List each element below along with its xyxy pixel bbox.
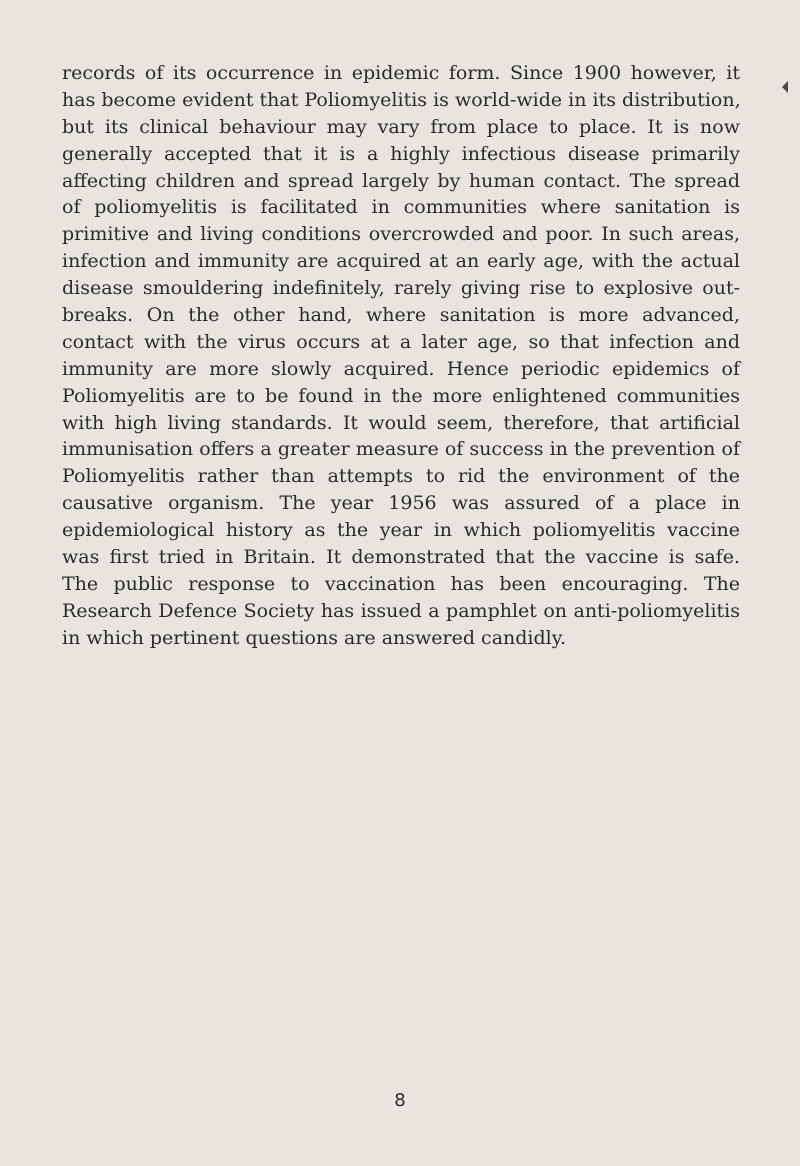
text-line: generally accepted that it is a highly infectious disease primarily — [62, 142, 740, 165]
edge-mark-icon — [782, 81, 788, 93]
text-line: infection and immunity are acquired at an early age, with the actual — [62, 250, 740, 273]
text-line: Poliomyelitis rather than attempts to rid the environment of the — [62, 465, 740, 488]
text-line: immunisation offers a greater measure of success in the prevention of — [62, 438, 740, 461]
text-line: primitive and living conditions overcrowded and poor. In such areas, — [62, 223, 740, 246]
text-line: causative organism. The year 1956 was assured of a place in — [62, 492, 740, 515]
text-line: epidemiological history as the year in which poliomyelitis vaccine — [62, 519, 740, 542]
text-line: contact with the virus occurs at a later age, so that infection and — [62, 330, 740, 353]
body-paragraph — [62, 60, 740, 652]
text-line: has become evident that Poliomyelitis is world-wide in its distribution, — [62, 88, 741, 111]
text-line: Poliomyelitis are to be found in the more enlightened communities — [62, 384, 740, 407]
text-line: but its clinical behaviour may vary from place to place. It is now — [62, 115, 740, 138]
text-line: of poliomyelitis is facilitated in communities where sanitation is — [62, 196, 740, 219]
text-line: disease smouldering indefinitely, rarely giving rise to explosive out- — [62, 277, 740, 300]
text-line: was first tried in Britain. It demonstrated that the vaccine is safe. — [62, 546, 740, 569]
text-line: Research Defence Society has issued a pamphlet on anti-poliomyelitis — [62, 599, 740, 622]
text-line: with high living standards. It would seem, therefore, that artificial — [62, 411, 740, 434]
text-line: records of its occurrence in epidemic form. Since 1900 however, it — [62, 62, 740, 84]
text-line: immunity are more slowly acquired. Hence periodic epidemics of — [62, 357, 740, 380]
text-line: The public response to vaccination has been encouraging. The — [62, 572, 740, 595]
page-number: 8 — [394, 1090, 406, 1111]
text-line: affecting children and spread largely by human contact. The spread — [62, 169, 740, 192]
text-line: in which pertinent questions are answered candidly. — [62, 626, 566, 649]
text-line: breaks. On the other hand, where sanitation is more advanced, — [62, 304, 740, 327]
